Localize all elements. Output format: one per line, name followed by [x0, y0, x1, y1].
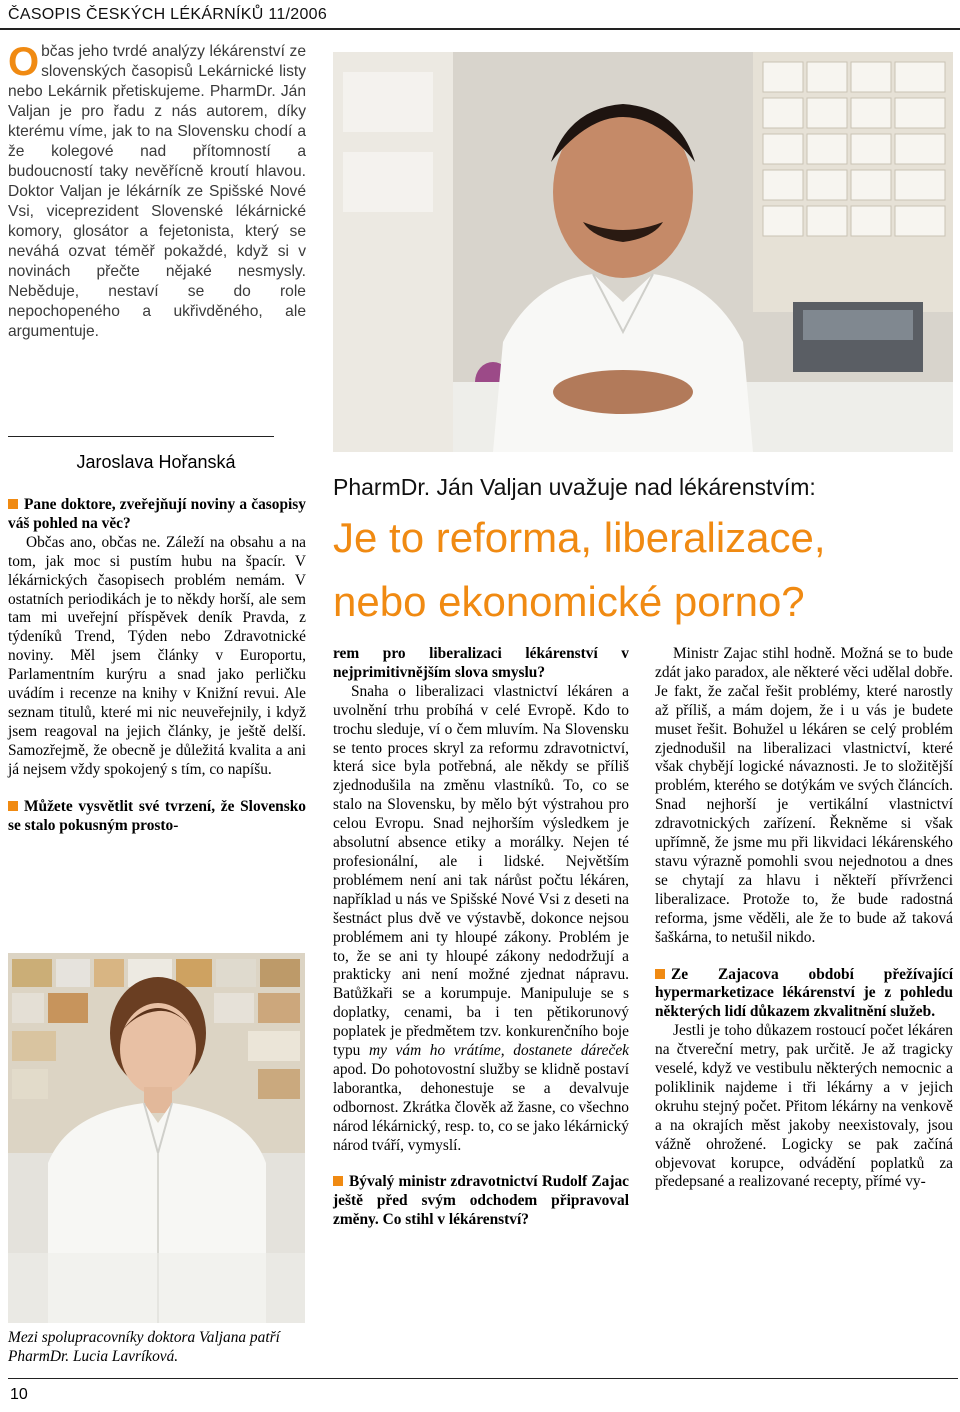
intro-text: bčas jeho tvrdé analýzy lékárenství ze slovenských časopisů Lekárnické listy nebo Lekárnik přetiskujeme. PharmDr. Ján Valjan je pro řadu z nás autorem, díky kterému víme, jak to na Slovensku chodí a že kolegové nad přítomností a budoucností taky nevěřícně kroutí hlavou. Doktor Valjan je lékárník ze Spišské Nové Vsi, viceprezident Slovenské lékárnické komory, glosátor a fejetonista, který se neváhá ozvat téměř pokaždé, když si v novinách přečte nějaké nesmysly. Neběduje, nestaví se do role nepochopeného a ukřivděného, ale argumentuje. — [8, 43, 306, 340]
photo-pharmacist-woman — [8, 953, 305, 1323]
column-1 — [8, 496, 306, 835]
answer-4: Jestli je toho důkazem rostoucí počet lékáren na čtvereční metry, pak určitě. Je až tragicky veselé, když ve vestibulu některých nemocnic a poliklinik najdeme i tři lékárny a v jejich okruhu stejný počet. Přitom lékárny na venkově a na okrajích měst jakoby neexistovaly, jsou vážně ohrožené. Logicky se pak začíná objevovat korupce, odvádění poplatků za předepsané a realizované recepty, přímé vy- — [655, 1022, 953, 1191]
column-3 — [655, 645, 953, 1192]
question-1: Pane doktore, zveřejňují noviny a časopisy váš pohled na věc? — [8, 496, 306, 532]
intro-paragraph — [8, 42, 306, 342]
photo-caption: Mezi spolupracovníky doktora Valjana patří PharmDr. Lucia Lavríková. — [8, 1329, 280, 1365]
answer-1: Občas ano, občas ne. Záleží na obsahu a na tom, jak moc si pustím hubu na špacír. V lékárnických časopisech problém nemám. V ostatních periodikách je to někdy horší, ale sem tam mi uveřejní příspěvek deník Pravda, z týdeníků Trend, Týden nebo Zdravotnické noviny. Měl jsem články v Europortu, Parlamentním kurýru a snad jako perličku uvádím i recenze na knihy v Knižní revui. Ale seznam titulů, které mi nic neuveřejnily, i když jsem reagoval na jejich články, je ještě delší. Samozřejmě, že obecně je důležitá kvalita a ani já nejsem vždy spokojený s tím, co napíšu. — [8, 533, 306, 778]
column-2 — [333, 645, 629, 1230]
article-title-line-2: nebo ekonomické porno? — [333, 578, 805, 625]
answer-3: Ministr Zajac stihl hodně. Možná se to bude zdát jako paradox, ale některé věci udělal dobře. Je fakt, že začal řešit problémy, které narostly až příliš, a mám dojem, že i u vás je budete muset řešit. Bohužel u lékáren se celý problém zjednodušil na liberalizaci vlastnictví, které však chybějí logické návaznosti. Je to složitější problém, kterého se dotýkám ve svých článcích. Snad nejhorší je vertikální vlastnictví zdravotnických zařízení. Řekněme si však upřímně, že jsme mu při likvidaci lékárenského stavu výrazně pomohli svou nejednotou a dnes se chytají za hlavu i někteří přívrženci liberalizace. Protože to, že bude radostná reforma, jsme věděli, ale že to bude až taková šaškárna, to netušil nikdo. — [655, 645, 953, 946]
footer-rule — [8, 1378, 958, 1379]
drop-cap: O — [8, 40, 40, 84]
author-rule — [8, 436, 274, 437]
article-headline: PharmDr. Ján Valjan uvažuje nad lékárenstvím: — [333, 474, 816, 500]
question-2: Můžete vysvětlit své tvrzení, že Slovensko se stalo pokusným prosto- — [8, 797, 306, 834]
photo-jan-valjan — [333, 52, 953, 452]
bullet-square-icon — [655, 969, 665, 979]
author-name: Jaroslava Hořanská — [76, 452, 236, 472]
bullet-square-icon — [8, 499, 18, 509]
page-number: 10 — [10, 1386, 28, 1403]
bullet-square-icon — [333, 1176, 343, 1186]
article-title-line-1: Je to reforma, liberalizace, — [333, 514, 826, 561]
bullet-square-icon — [8, 801, 18, 811]
question-3: Bývalý ministr zdravotnictví Rudolf Zajac ještě před svým odchodem připravoval změny. Co stihl v lékárenství? — [333, 1173, 629, 1229]
answer-2: Snaha o liberalizaci vlastnictví lékáren a uvolnění trhu probíhá v celé Evropě. Kdo to trochu sleduje, ví o čem mluvím. Na Slovensku se tento proces skryl za reformu zdravotnictví, která sice byla potřebná, ale někdy se příliš zjednodušila na změnu vlastníků. To, co se stalo na Slovensku, by mělo být výstrahou pro celou Evropu. Snad nejhorším výsledkem je absolutní absence etiky a morálky. Nejen té profesionální, ale i lidské. Největším problémem není ani tak nárůst počtu lékáren, například u nás ve Spišské Nové Vsi z deseti na šestnáct plus dvě ve výstavbě, dokonce nejsou problémem ani ty hloupé zákony. Problém je to, že se ani ty hloupé zákony nedodržují a prakticky ani není možné zjednat nápravu. Batůžkaři se a korumpuje. Manipuluje se s doplatky, cenami, ba i ten pětikorunový poplatek je předmětem tzv. konkurenčního boje typu my vám ho vrátíme, dostanete dáreček apod. Do pohotovostní služby se klidně postaví laborantka, dehonestuje se a devalvuje odbornost. Zkrátka člověk až žasne, co všechno národ lékárnický, resp. to, co se jako lékárnický národ tváří, vymyslí. — [333, 682, 629, 1154]
journal-header: ČASOPIS ČESKÝCH LÉKÁRNÍKŮ 11/2006 — [8, 6, 328, 23]
header-rule — [0, 28, 960, 30]
question-continued: rem pro liberalizaci lékárenství v nejprimitivnějším slova smyslu? — [333, 645, 629, 681]
question-4: Ze Zajacova období přežívající hypermarketizace lékárenství je z pohledu některých lidí důkazem zkvalitnění služeb. — [655, 965, 953, 1021]
